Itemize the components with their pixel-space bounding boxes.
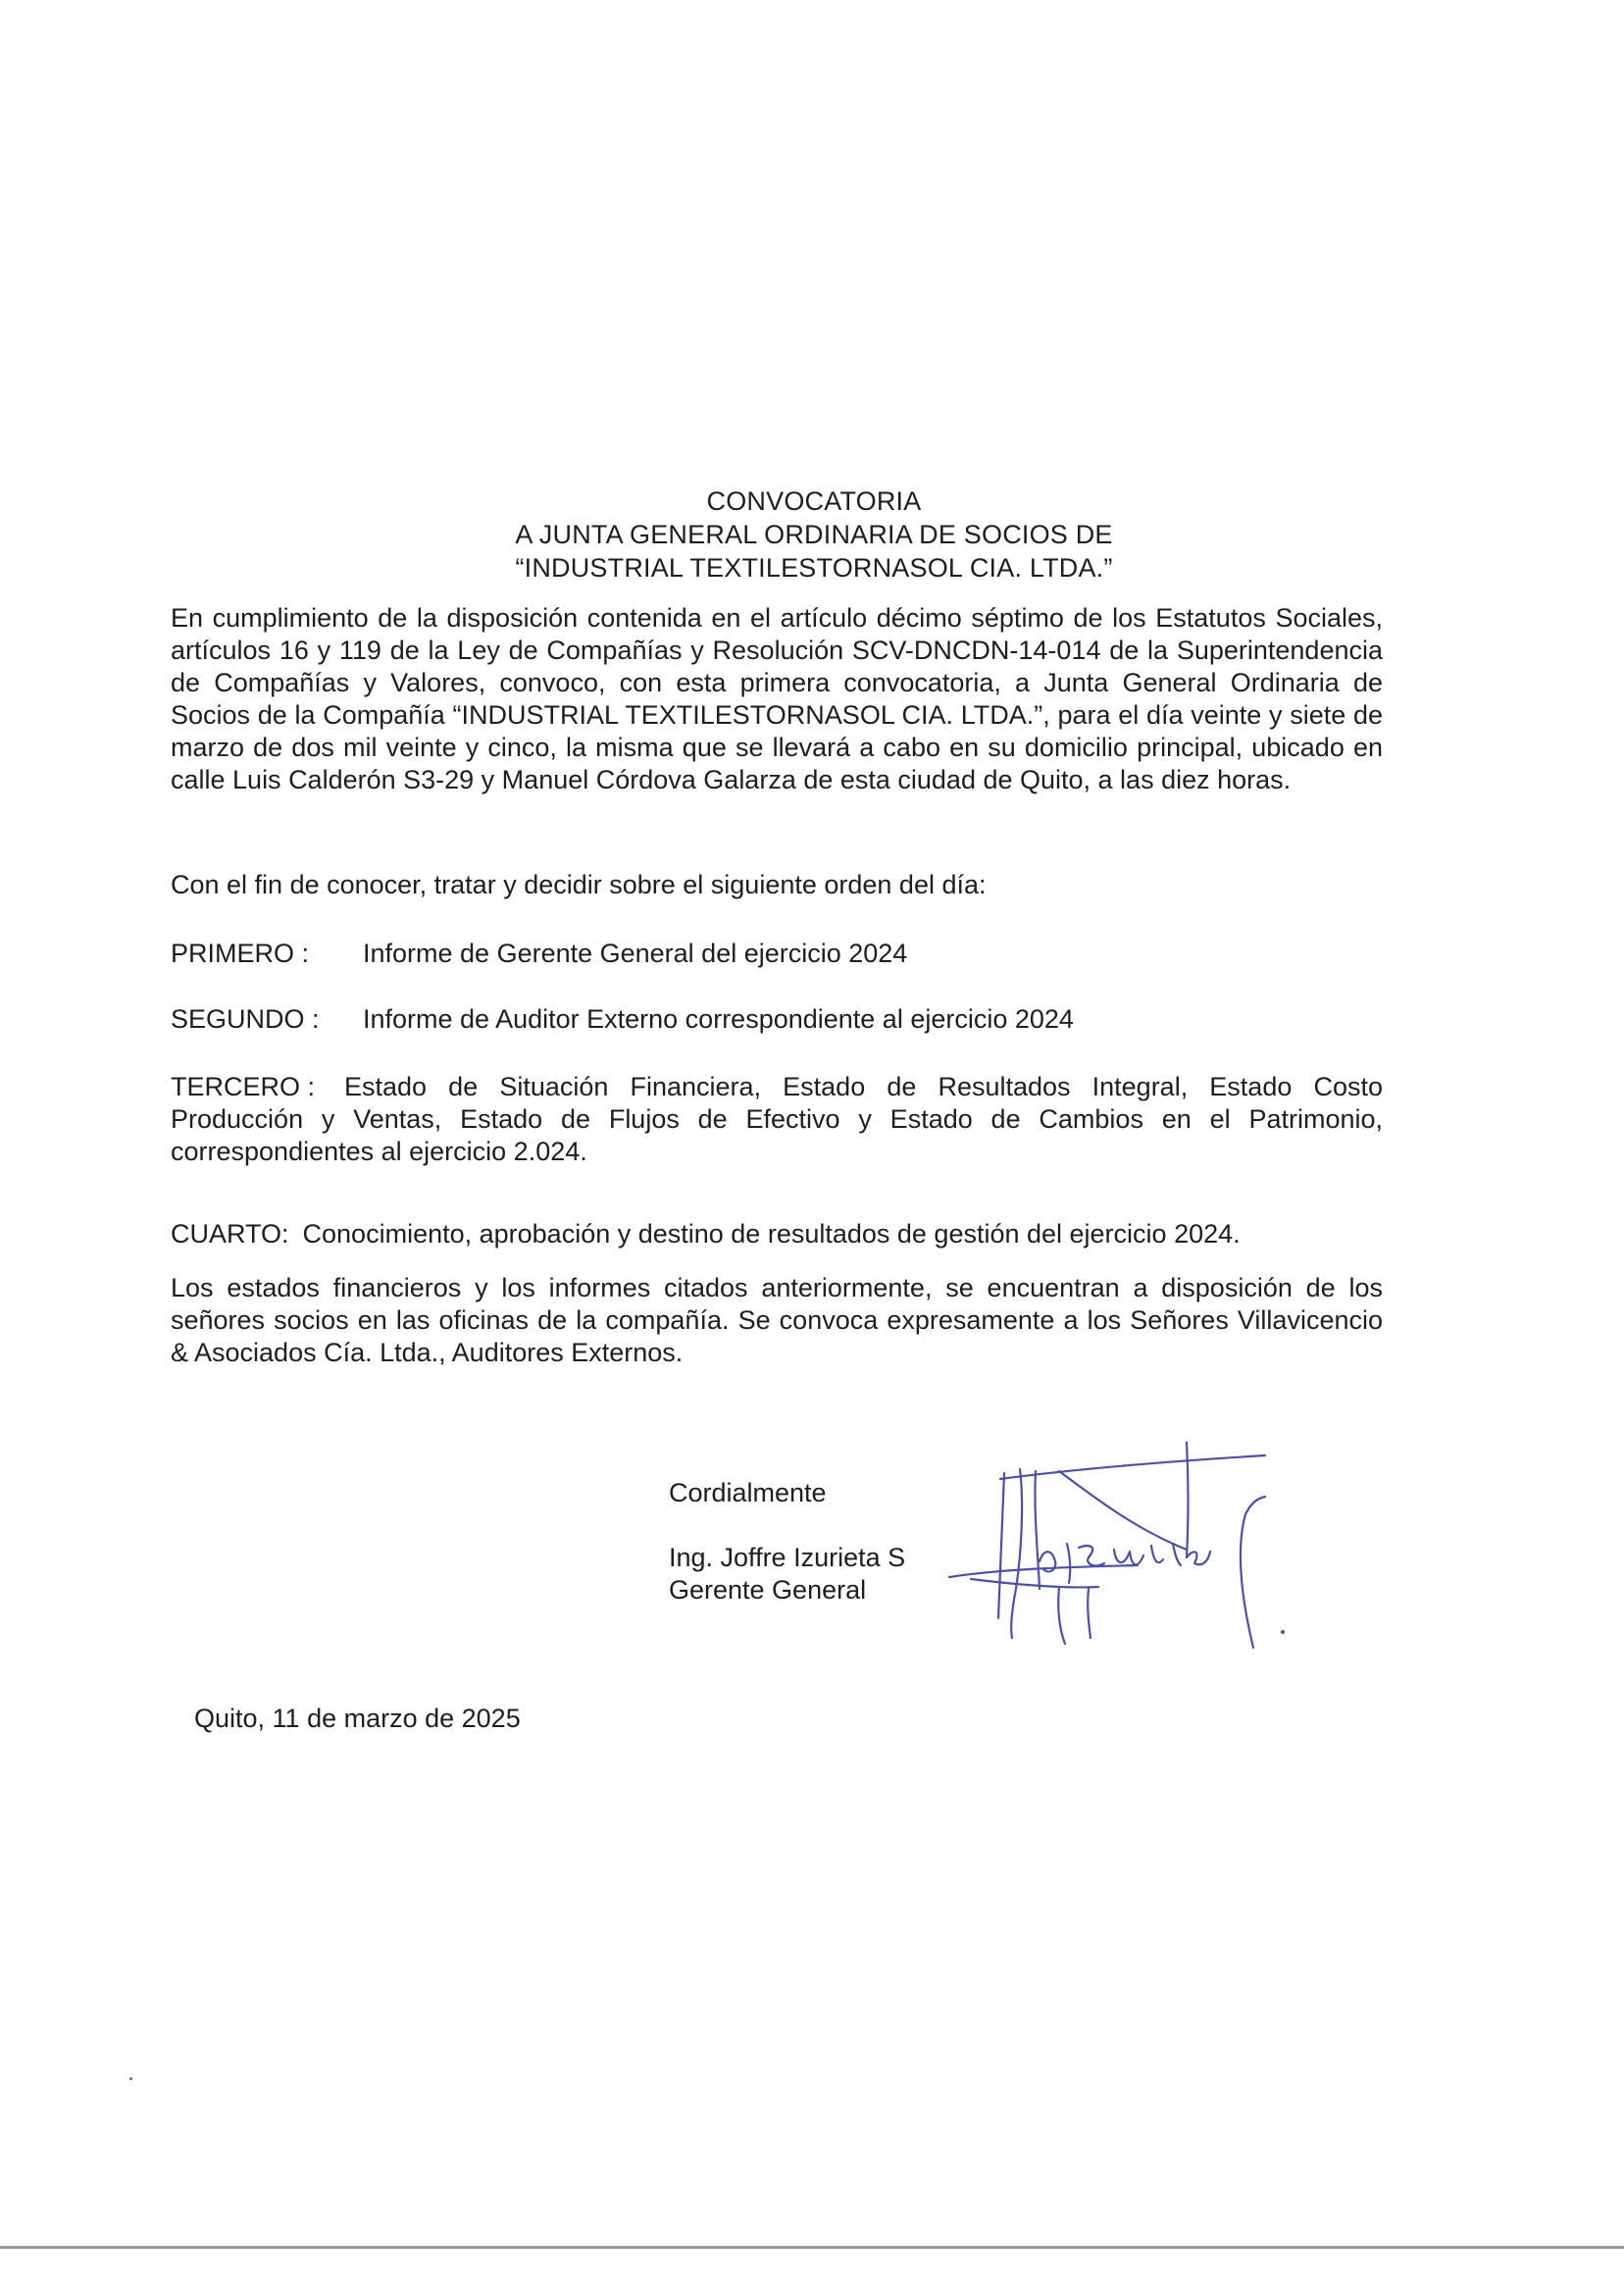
- document-title: [412, 484, 1216, 585]
- agenda-text: Informe de Auditor Externo correspondiente al ejercicio 2024: [363, 1004, 1074, 1034]
- title-line-1: CONVOCATORIA: [706, 486, 922, 516]
- agenda-text: Estado de Situación Financiera, Estado de Resultados Integral, Estado Costo Producción y Ventas, Estado de Flujos de Efectivo y Estado de Cambios en el Patrimonio, correspondientes al ejercicio 2.024.: [171, 1072, 1383, 1166]
- agenda-item-tercero: [171, 1071, 1383, 1168]
- scan-speck: [129, 2077, 132, 2080]
- agenda-item-primero: [171, 938, 1383, 970]
- signer-name: Ing. Joffre Izurieta S: [669, 1543, 906, 1572]
- closing-paragraph: Los estados financieros y los informes citados anteriormente, se encuentran a disposición de los señores socios en las oficinas de la compañía. Se convoca expresamente a los Señores Villavicencio & Asociados Cía. Ltda., Auditores Externos.: [171, 1273, 1383, 1367]
- agenda-text: Conocimiento, aprobación y destino de resultados de gestión del ejercicio 2024.: [302, 1219, 1241, 1249]
- agenda-label: TERCERO :: [171, 1072, 316, 1101]
- title-line-2: A JUNTA GENERAL ORDINARIA DE SOCIOS DE: [515, 520, 1113, 549]
- agenda-label: SEGUNDO :: [171, 1004, 320, 1034]
- signature-block: [669, 1477, 905, 1606]
- title-line-3: “INDUSTRIAL TEXTILESTORNASOL CIA. LTDA.”: [515, 553, 1113, 583]
- scan-edge-line: [0, 2246, 1624, 2249]
- agenda-label: CUARTO:: [171, 1219, 289, 1249]
- greeting: Cordialmente: [669, 1478, 827, 1507]
- agenda-label: PRIMERO :: [171, 939, 310, 968]
- handwritten-signature: [941, 1442, 1314, 1677]
- signer-role: Gerente General: [669, 1575, 867, 1605]
- agenda-text: Informe de Gerente General del ejercicio 2024: [363, 939, 908, 968]
- agenda-item-cuarto: [171, 1218, 1383, 1250]
- agenda-item-segundo: [171, 1003, 1383, 1036]
- intro-paragraph: En cumplimiento de la disposición contenida en el artículo décimo séptimo de los Estatutos Sociales, artículos 16 y 119 de la Ley de Compañías y Resolución SCV-DNCDN-14-014 de la Superintendencia de Compañías y Valores, convoco, con esta primera convocatoria, a Junta General Ordinaria de Socios de la Compañía “INDUSTRIAL TEXTILESTORNASOL CIA. LTDA.”, para el día veinte y siete de marzo de dos mil veinte y cinco, la misma que se llevará a cabo en su domicilio principal, ubicado en calle Luis Calderón S3-29 y Manuel Córdova Galarza de esta ciudad de Quito, a las diez horas.: [171, 603, 1383, 794]
- agenda-intro: Con el fin de conocer, tratar y decidir sobre el siguiente orden del día:: [171, 870, 987, 899]
- document-date: Quito, 11 de marzo de 2025: [194, 1704, 521, 1733]
